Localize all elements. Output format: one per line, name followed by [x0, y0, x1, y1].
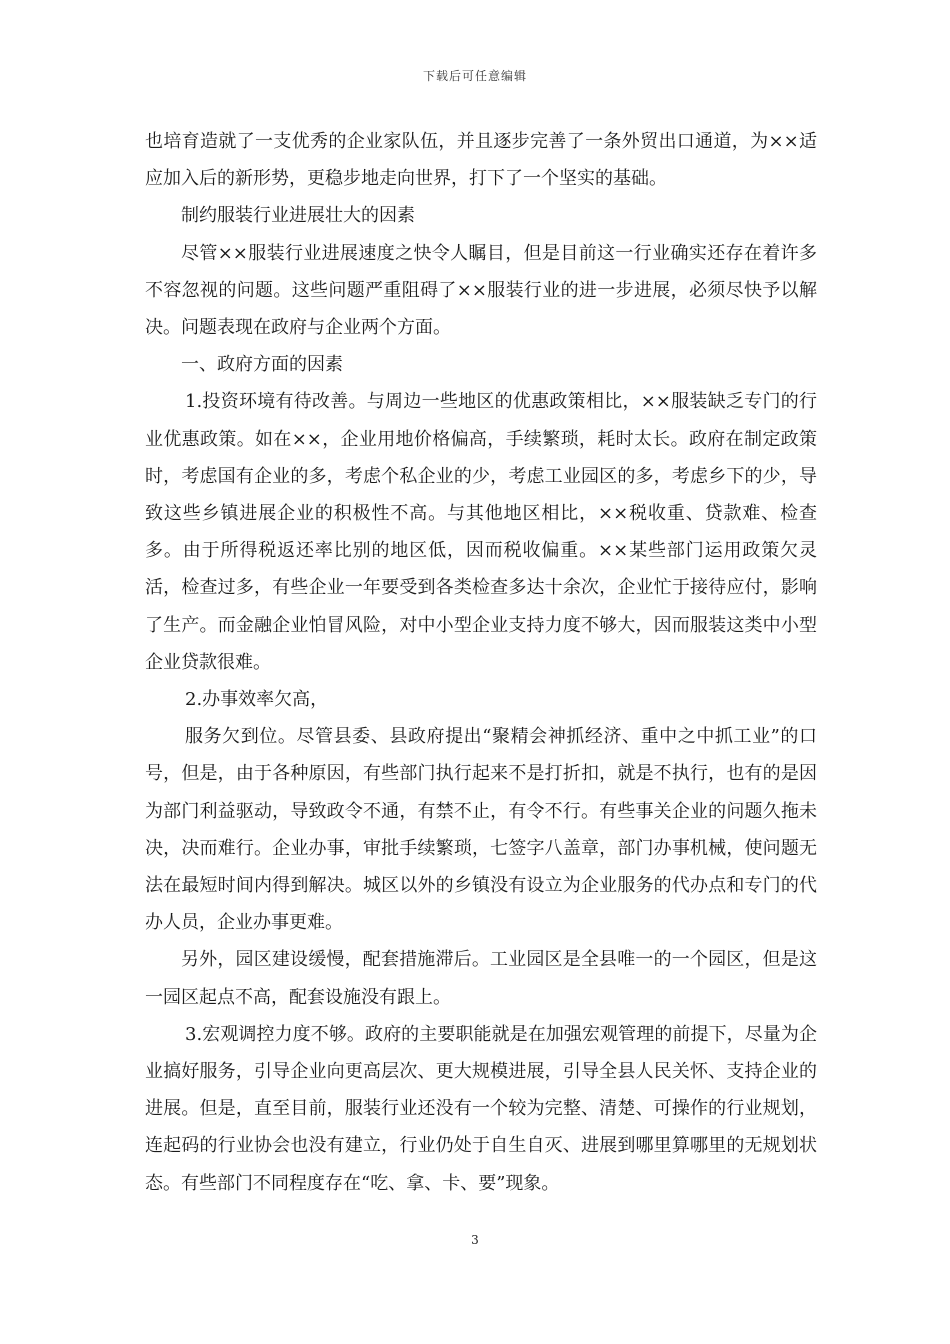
subsection-heading: 一、政府方面的因素: [181, 354, 343, 376]
paragraph-item-2-body: 服务欠到位。尽管县委、县政府提出“聚精会神抓经济、重中之中抓工业”的口号，但是，由于各种原因，有些部门执行起来不是打折扣，就是不执行，也有的是因为部门利益驱动，导致政令不通，有禁不止，有令不行。有些事关企业的问题久拖未决，决而难行。企业办事，审批手续繁琐，七签字八盖章，部门办事机械，使问题无法在最短时间内得到解决。城区以外的乡镇没有设立为企业服务的代办点和专门的代办人员，企业办事更难。: [145, 726, 817, 934]
section-heading: 制约服装行业进展壮大的因素: [181, 205, 415, 227]
paragraph-additional: 另外，园区建设缓慢，配套措施滞后。工业园区是全县唯一的一个园区，但是这一园区起点不高，配套设施没有跟上。: [145, 949, 817, 1008]
paragraph-item-3: 3.宏观调控力度不够。政府的主要职能就是在加强宏观管理的前提下，尽量为企业搞好服务，引导企业向更高层次、更大规模进展，引导全县人民关怀、支持企业的进展。但是，直至目前，服装行业还没有一个较为完整、清楚、可操作的行业规划，连起码的行业协会也没有建立，行业仍处于自生自灭、进展到哪里算哪里的无规划状态。有些部门不同程度存在“吃、拿、卡、要”现象。: [145, 1023, 817, 1194]
page-number: 3: [471, 1233, 479, 1247]
paragraph-continuation: 也培育造就了一支优秀的企业家队伍，并且逐步完善了一条外贸出口通道，为××适应加入后的新形势，更稳步地走向世界，打下了一个坚实的基础。: [145, 131, 817, 190]
paragraph-item-2-heading: 2.办事效率欠高，: [185, 689, 329, 711]
paragraph-intro: 尽管××服装行业进展速度之快令人瞩目，但是目前这一行业确实还存在着许多不容忽视的问题。这些问题严重阻碍了××服装行业的进一步进展，必须尽快予以解决。问题表现在政府与企业两个方面。: [145, 242, 817, 339]
document-body: [145, 123, 817, 1202]
paragraph-item-1: 1.投资环境有待改善。与周边一些地区的优惠政策相比，××服装缺乏专门的行业优惠政策。如在××，企业用地价格偏高，手续繁琐，耗时太长。政府在制定政策时，考虑国有企业的多，考虑个私企业的少，考虑工业园区的多，考虑乡下的少，导致这些乡镇进展企业的积极性不高。与其他地区相比，××税收重、贷款难、检查多。由于所得税返还率比别的地区低，因而税收偏重。××某些部门运用政策欠灵活，检查过多，有些企业一年要受到各类检查多达十余次，企业忙于接待应付，影响了生产。而金融企业怕冒风险，对中小型企业支持力度不够大，因而服装这类中小型企业贷款很难。: [145, 391, 817, 673]
page-header: 下载后可任意编辑: [422, 69, 527, 83]
